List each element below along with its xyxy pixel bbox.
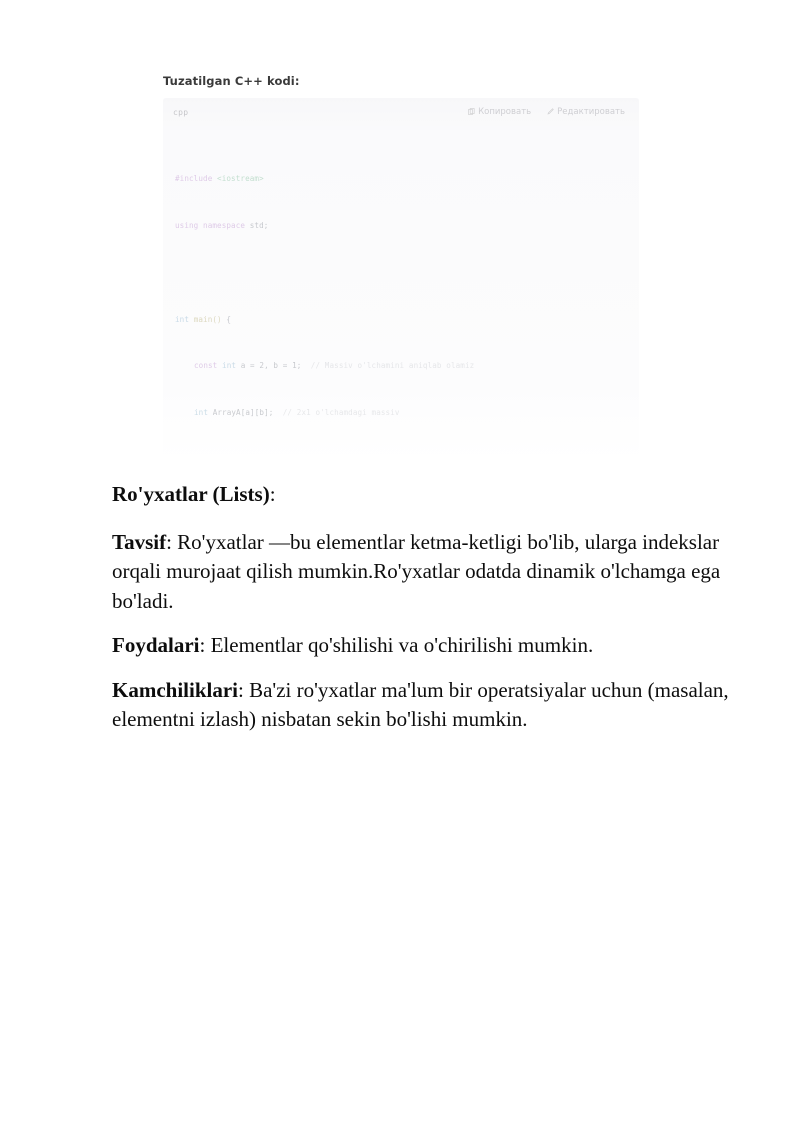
code-line-blank xyxy=(175,265,639,281)
section-lead: Ro'yxatlar (Lists) xyxy=(112,482,270,506)
copy-icon xyxy=(468,108,475,116)
copy-button[interactable] xyxy=(468,107,531,117)
section-lead: Tavsif xyxy=(112,529,167,554)
section-rest: : xyxy=(269,482,276,506)
pencil-icon xyxy=(547,108,554,116)
code-line: int ArrayA[a][b]; // 2x1 o'lchamdagi massiv xyxy=(194,408,400,418)
code-line: #include <iostream> xyxy=(175,174,264,184)
code-language-label: cpp xyxy=(173,107,189,117)
paragraph-tavsif xyxy=(112,528,752,617)
code-line: int main() { xyxy=(175,314,232,324)
copy-button-label: Копировать xyxy=(478,107,532,117)
edit-button[interactable] xyxy=(547,107,625,117)
paragraph-foydalari xyxy=(112,631,752,661)
code-line-blank xyxy=(175,452,639,462)
section-heading-lists xyxy=(112,480,752,510)
code-block xyxy=(163,98,639,462)
section-lead: Kamchiliklari xyxy=(112,677,238,702)
code-line: using namespace std; xyxy=(175,220,269,230)
edit-button-label: Редактировать xyxy=(557,107,625,117)
code-content[interactable] xyxy=(163,126,639,462)
section-rest: : Ro'yxatlar —bu elementlar ketma-ketligi bo'lib, ularga indekslar orqali murojaat qilish mumkin.Ro'yxatlar odatda dinamik o'lchamga ega bo'ladi. xyxy=(112,529,721,613)
section-rest: : Elementlar qo'shilishi va o'chirilishi mumkin. xyxy=(199,633,594,657)
paragraph-kamchiliklari xyxy=(112,676,752,735)
code-block-toolbar xyxy=(163,98,639,126)
section-rest: : Ba'zi ro'yxatlar ma'lum bir operatsiyalar uchun (masalan, elementni izlash) nisbatan sekin bo'lishi mumkin. xyxy=(112,677,729,731)
section-lead: Foydalari xyxy=(112,633,200,657)
code-line: const int a = 2, b = 1; // Massiv o'lchamini aniqlab olamiz xyxy=(194,361,475,371)
body-text xyxy=(112,480,752,750)
code-block-heading: Tuzatilgan C++ kodi: xyxy=(163,74,300,88)
